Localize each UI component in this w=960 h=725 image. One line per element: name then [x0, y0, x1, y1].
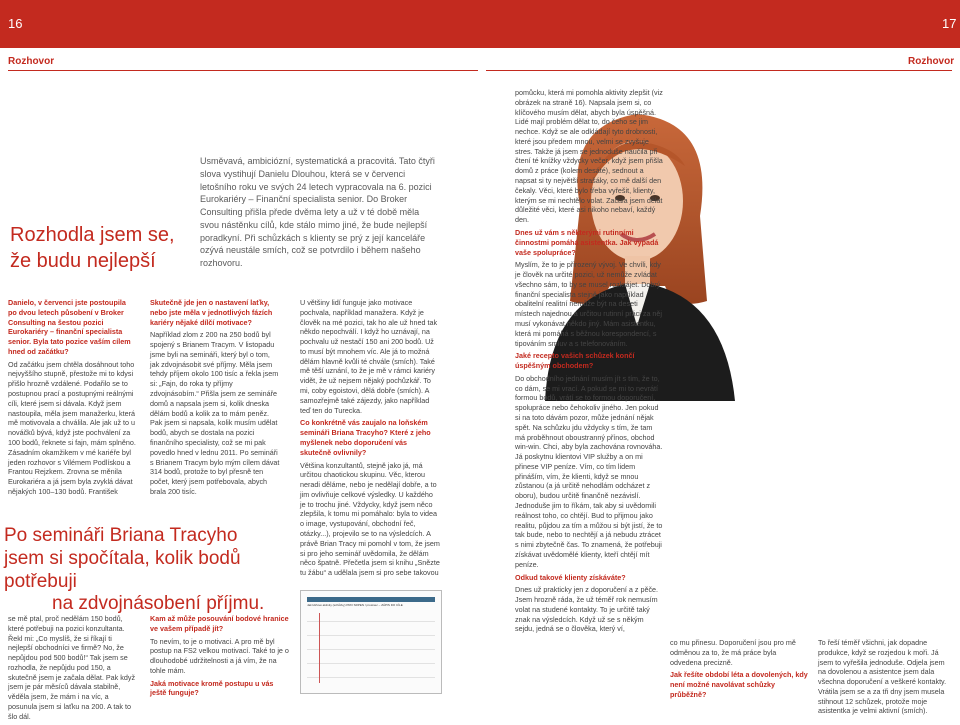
form-row: [307, 635, 435, 636]
question-4: Dnes už vám s některými rutinními činnostmi pomáhá asistentka. Jak vypadá vaše spolupráce?: [515, 227, 659, 257]
answer-6: To řeší téměř všichni, jak dopadne produkce, když se rozjedou k moři. Já jsem to vyřešila jednoduše. Odjela jsem na dovolenou a asistentce jsem dala všechna doporučení a veškeré kontakty. Vrátila jsem se a za tři dny jsem musela stihnout 12 schůzek, protože moje asistentka je velmi aktivní (smích).: [818, 638, 947, 716]
article-title-line-2: že budu nejlepší: [10, 250, 156, 272]
question-3: Co konkrétně vás zaujalo na loňském semináři Briana Tracyho? Které z jeho myšlenek nebo doporučení vás skutečně ovlivnily?: [300, 418, 431, 457]
answer-3: U většiny lidí funguje jako motivace pochvala, například manažera. Když je člověk na mé pozici, tak ho ale už hned tak někdo nepochválí. I když ho uznávají, na pochvalu už nestačí 150 ani 200 bodů. Už to musí být mnohem víc. Ale já to možná dělám hlavně kvůli té chvále (smích). Také mě těší uznání, to že je mě v rámci kariéry vidět, že už nejsem nějaký pochůzkář. To mi, coby egoistovi, dělá dobře (smích). A samozřejmě také zájezdy, jako například teď ten do Turecka.: [300, 298, 438, 415]
question-4c: Jaké recepto vašich schůzek končí úspěšným obchodem?: [515, 351, 635, 371]
answer-2b: To nevím, to je o motivaci. A pro mě byl postup na FS2 velkou motivací. Také to je o dlouhodobé udržitelnosti a já vím, že na tohle mám.: [150, 636, 289, 675]
form-heading: Jak klíčové aktivity (schůzky) PRO SRPEN / prosinec – ZÁPIS DO CÍLE: [307, 603, 403, 607]
column-5: [670, 638, 808, 703]
page-number-left: 16: [8, 16, 23, 31]
column-2-continued: [150, 614, 290, 701]
question-2b: Kam až může posouvání bodové hranice ve vašem případě jít?: [150, 614, 289, 633]
intro-paragraph: Usměvavá, ambiciózní, systematická a pracovitá. Tato čtyři slova vystihují Danielu Dlouhou, která se v červenci letošního roku ve svých 24 letech vypracovala na 6. pozici Eurokariéry – Finanční specialista senior. Do Broker Consulting přišla přede dvěma lety a už v té době měla svou nástěnku cílů, kde stálo mimo jiné, že bude nejlepší poradkyní. Při schůzkách s klienty se prý z její kanceláře ozývá neustále smích, což se potvrdilo i během našeho rozhovoru.: [200, 156, 435, 269]
column-2: [150, 298, 280, 500]
section-rule-right: [486, 70, 952, 71]
answer-4b: Myslím, že to je přirozený vývoj. Ve chvíli, kdy je člověk na určité pozici, už nemůže zvládat všechno sám, to by se musel rozkrájet. Dobrý finanční specialista stejně jako například obalitelní realitní nemůže být na deseti místech najednou a určitou rutinní práci za něj musí vykonávat někdo jiný. Mám asistentku, která mi pomáhá s běžnou korespondencí, s tipováním smluv a s telefonováním.: [515, 260, 663, 348]
answer-1: Od začátku jsem chtěla dosáhnout toho nejvyššího stupně, přestože mi to kdysi přišlo hrozně vzdálené. Podařilo se to postupnou prací a postupnými reálnými cíli, které jsem si dávala. Když jsem nastoupila, měla jsem manažerku, která mě motivovala a chválila. Ale jak už to u nováčků bývá, když jste pochválení za 100 bodů, řeknete si fajn, mám splněno. Zásadním okamžikem v mé kariéře byl jeden rozhovor s Vilémem Podlískou a Frantou Rejzkem. Zrovna se měnila Eurokariéra a já jsem byla zvyklá dávat nějakých 100–130 bodů. František: [8, 359, 136, 496]
question-4d: Odkud takové klienty získáváte?: [515, 572, 626, 582]
form-row: [307, 649, 435, 650]
form-row: [307, 621, 435, 622]
column-1-continued: [8, 614, 136, 725]
question-2c: Jaká motivace kromě postupu u vás ještě funguje?: [150, 678, 274, 698]
answer-1-continued: se mě ptal, proč nedělám 150 bodů, které potřebuji na pozici konzultanta. Řekl mi: „Co myslíš, že si říkají ti nejlepší obchodníci ve firmě? No, že nepůjdou pod 500 bodů!“ Tak jsem se rozhodla, že nepůjdu pod 150, a skutečně jsem je začala dělat. Pak když jsem je pár měsíců dávala stabilně, věděla jsem, že mám i na víc, a posunula jsem si laťku na 200. A tak to šlo dál.: [8, 614, 136, 721]
pull-quote-line-2: jsem si spočítala, kolik bodů potřebuji: [4, 547, 241, 592]
form-header-bar: [307, 597, 435, 602]
column-6: [818, 638, 954, 719]
form-marker-line: [319, 613, 320, 683]
answer-4: pomůcku, která mi pomohla aktivity zlepšit (viz obrázek na straně 16). Napsala jsem si, co klíčového musím dělat, abych byla úspěšná. Lidé mají problém dělat to, do čeho se jim nechce. Když se ale odkládají tyto drobnosti, které jsou předem mnou, velmi se zvyšuje stres. Takže já jsem se jednoduše naučila při čtení té knížky vždycky večer, když jsem přišla domů z práce (kolem desáté), sednout a napsat si ty největší strašáky, co mě další den čekaly. Věci, které bylo třeba vyřešit, klienty, kterým se mi nechtělo volat. Začala jsem dělat důležité věci, které asi nikoho nebaví, každý den.: [515, 88, 663, 225]
question-5: Jak řešíte období léta a dovolených, kdy není možné navolávat schůzky průběžně?: [670, 670, 808, 699]
pull-quote: [4, 525, 294, 616]
answer-2: Například zlom z 200 na 250 bodů byl spojený s Brianem Tracym. V listopadu jsme byli na semináři, který byl o tom, jak zdvojnásobit své příjmy. Měla jsem tehdy příjem okolo 100 tisíc a řekla jsem si: „Fajn, do roka ty příjmy zdvojnásobím.“ Přišla jsem ze semináře domů a napsala jsem si, kolik dneska dělám bodů a kolik za to mám peněz. Pak jsem si napsala, kolik musím udělat bodů, abych se dostala na pozici finančního specialisty, což se mi pak povedlo hned v lednu 2011. Po semináři s Brianem Tracym bylo mým cílem dávat 314 bodů, protože to byl přesně ten počet, který jsem potřebovala, abych brala 200 tisíc.: [150, 330, 280, 496]
answer-4c: Do obchodního jednání musím jít s tím, že to, co dám, se mi vrací. A pokud se mi to nevrátí formou bodů, vrátí se to formou doporučení, spolupráce nebo čehokoliv jiného. Jen pokud si na toto dávám pozor, může jednání nějak spět. Na schůzku jdu vždycky s tím, že tam má proběhnout oboustranný přínos, obchod win-win. Chci, aby byla zachována rovnováha. Já poskytnu klientovi VIP služby a on mi přinese VIP peníze. Vím, co tím lidem přináším, vím, že klienti, když se mnou zůstanou (a já určitě nehodlám odcházet z oboru), budou určitě finančně nezávislí. Jednoduše jim to říkám, tak aby si uvědomili reálnost toho, co chtějí. Bud to přijmou jako realitu, půjdou za tím a můžou si být jistí, že to tak bude, nebo to nechtějí a já nebudu ztrácet s nimi zbytečně čas. To znamená, že potřebuji získávat uvědomělé klienty, kteří chtějí mít peníze.: [515, 373, 663, 569]
activity-form-image: [300, 590, 442, 694]
section-label-right: Rozhovor: [908, 56, 955, 67]
article-title-line-1: Rozhodla jsem se,: [10, 224, 175, 246]
answer-3b: Většina konzultantů, stejně jako já, má určitou chaotickou skupinu. Věc, kterou neradi děláme, nebo je nedělají dobře, a to jim ovlivňuje celkové výsledky. U každého je to trochu jiné. Vždycky, když jsem něco zlepšila, k tomu mi pomáhalo: byla to videa o image, vystupování, obchodní řeč, otázky...), projevilo se to na výsledcích. A právě Brian Tracy mi pomohl v tom, že jsem si pro jeho seminář uvědomila, že dělám něco špatně. Přečetla jsem si knihu „Snězte tu žábu“ a udělala jsem si pro sebe takovou: [300, 460, 440, 578]
question-2: Skutečně jde jen o nastavení laťky, nebo jste měla v jednotlivých fázích kariéry nějaké dílčí motivace?: [150, 298, 273, 327]
form-row: [307, 677, 435, 678]
question-1: Danielo, v červenci jste postoupila po dvou letech působení v Broker Consulting na šestou pozici Eurokariéry – finanční specialista senior. Byla tato pozice vaším cílem hned od začátku?: [8, 298, 131, 356]
section-rule-left: [8, 70, 478, 71]
column-1: [8, 298, 136, 500]
pull-quote-line-3: na zdvojnásobení příjmu.: [52, 593, 265, 615]
section-label-left: Rozhovor: [8, 56, 55, 67]
column-3: [300, 298, 440, 581]
answer-5: co mu přinesu. Doporučení jsou pro mě odměnou za to, že má práce byla odvedena precizně.: [670, 638, 796, 667]
header-bar: [0, 0, 960, 48]
page-number-right: 17: [942, 16, 957, 31]
article-title: [10, 222, 180, 274]
column-4: [515, 88, 663, 637]
answer-4d: Dnes už prakticky jen z doporučení a z pěče. Jsem hrozně ráda, že už téměř rok nemusím volat na studené kontakty. To je určitě taký znak na výsledcích. Když už se s někým sejdu, jedná se o člověka, který ví,: [515, 585, 659, 634]
form-row: [307, 663, 435, 664]
pull-quote-line-1: Po semináři Briana Tracyho: [4, 525, 238, 546]
